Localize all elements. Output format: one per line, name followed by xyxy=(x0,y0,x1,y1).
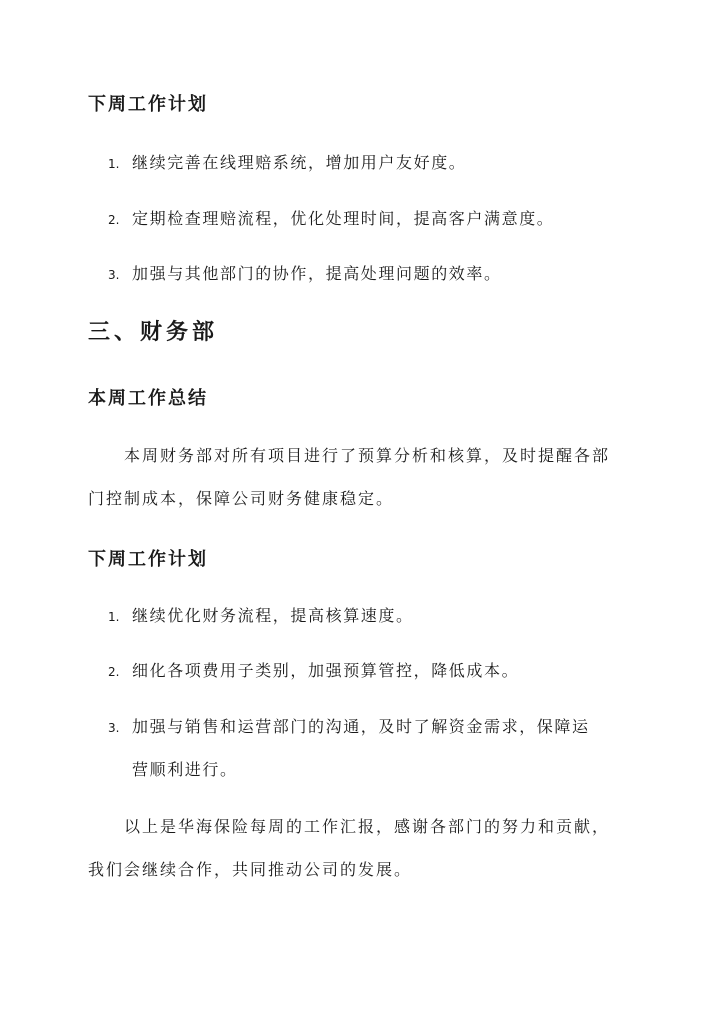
next-week-plan-heading: 下周工作计划 xyxy=(88,549,208,570)
list-number: 1. xyxy=(108,157,120,171)
closing-paragraph-line: 以上是华海保险每周的工作汇报，感谢各部门的努力和贡献， xyxy=(124,817,611,836)
list-item-text: 加强与销售和运营部门的沟通，及时了解资金需求，保障运 xyxy=(132,717,590,736)
list-item-text: 继续完善在线理赔系统，增加用户友好度。 xyxy=(132,153,467,172)
list-number: 3. xyxy=(108,268,120,282)
list-item xyxy=(108,603,414,626)
next-week-plan-heading: 下周工作计划 xyxy=(88,94,208,115)
list-item xyxy=(108,714,590,737)
list-item-text: 继续优化财务流程，提高核算速度。 xyxy=(132,606,414,625)
list-item xyxy=(108,658,519,681)
list-item-text: 细化各项费用子类别，加强预算管控，降低成本。 xyxy=(132,661,520,680)
summary-paragraph-line: 门控制成本，保障公司财务健康稳定。 xyxy=(88,489,395,508)
list-item-text: 定期检查理赔流程，优化处理时间，提高客户满意度。 xyxy=(132,209,555,228)
summary-paragraph-line: 本周财务部对所有项目进行了预算分析和核算，及时提醒各部 xyxy=(124,446,611,465)
list-item xyxy=(108,150,466,173)
list-number: 3. xyxy=(108,721,120,735)
finance-section-title: 三、财务部 xyxy=(88,319,219,345)
weekly-summary-heading: 本周工作总结 xyxy=(88,388,208,409)
closing-paragraph-line: 我们会继续合作，共同推动公司的发展。 xyxy=(88,860,413,879)
list-number: 2. xyxy=(108,665,120,679)
list-number: 1. xyxy=(108,610,120,624)
list-item xyxy=(108,206,554,229)
list-item-text: 加强与其他部门的协作，提高处理问题的效率。 xyxy=(132,264,502,283)
list-number: 2. xyxy=(108,213,120,227)
list-item-continuation: 营顺利进行。 xyxy=(132,760,238,779)
list-item xyxy=(108,261,502,284)
